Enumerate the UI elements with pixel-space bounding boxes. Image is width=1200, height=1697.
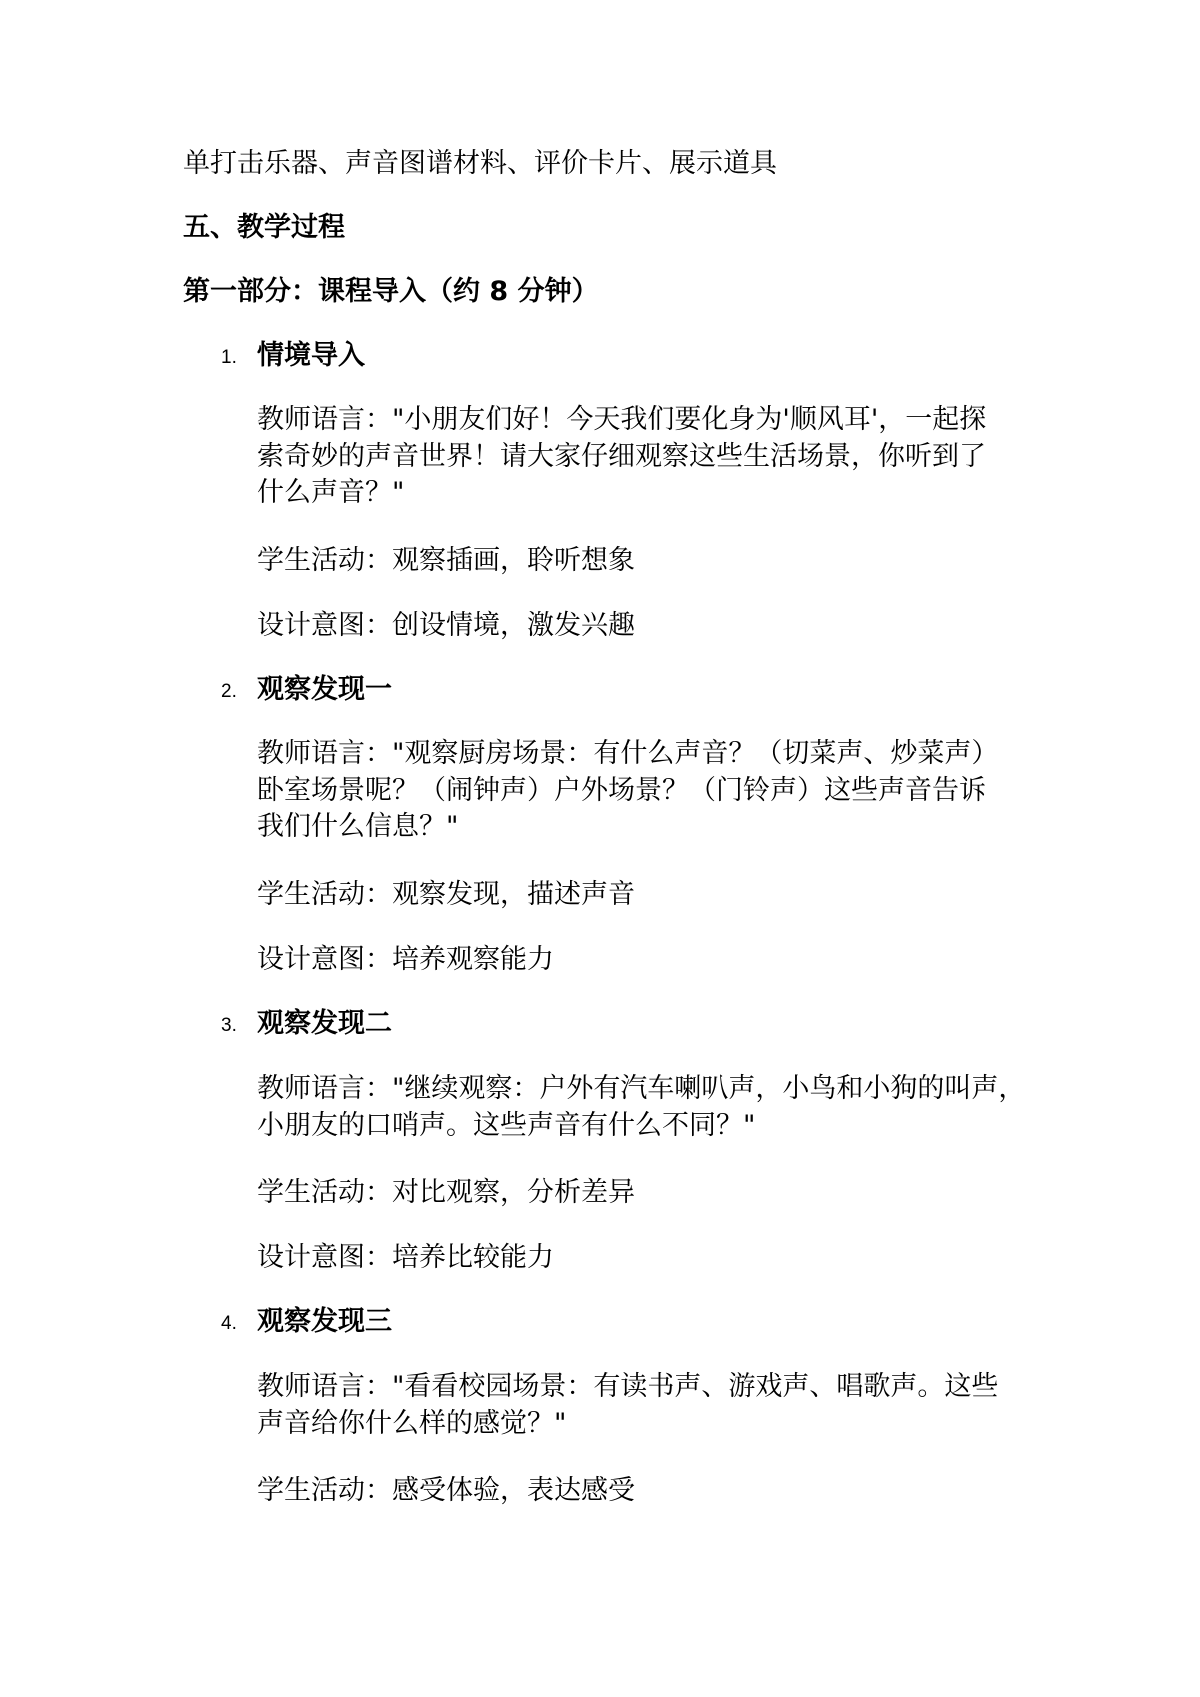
item-3-student-activity: 学生活动：对比观察，分析差异 <box>257 1177 635 1208</box>
teacher-speech-line: 什么声音？" <box>257 477 405 508</box>
teacher-speech-line: 我们什么信息？" <box>257 811 459 842</box>
item-1-title: 情境导入 <box>257 340 365 371</box>
item-4-title: 观察发现三 <box>257 1306 392 1337</box>
item-2-design-intent: 设计意图：培养观察能力 <box>257 944 554 975</box>
teacher-speech-line: 声音给你什么样的感觉？" <box>257 1407 567 1439</box>
item-4-number: 4. <box>221 1313 237 1334</box>
teacher-speech-line: 教师语言："看看校园场景：有读书声、游戏声、唱歌声。这些 <box>257 1371 999 1402</box>
teacher-speech-line: 教师语言："观察厨房场景：有什么声音？（切菜声、炒菜声） <box>257 738 999 769</box>
item-2-student-activity: 学生活动：观察发现，描述声音 <box>257 879 635 910</box>
item-1-design-intent: 设计意图：创设情境，激发兴趣 <box>257 610 635 641</box>
item-4-teacher-speech <box>257 1369 1037 1442</box>
teacher-speech-line: 卧室场景呢？（闹钟声）户外场景？（门铃声）这些声音告诉 <box>257 774 986 806</box>
teacher-speech-line: 教师语言："小朋友们好！今天我们要化身为'顺风耳'，一起探 <box>257 404 987 435</box>
item-2-title: 观察发现一 <box>257 674 392 705</box>
item-2-number: 2. <box>221 681 237 702</box>
teacher-speech-line: 索奇妙的声音世界！请大家仔细观察这些生活场景，你听到了 <box>257 440 986 472</box>
item-3-design-intent: 设计意图：培养比较能力 <box>257 1242 554 1273</box>
teacher-speech-line: 小朋友的口哨声。这些声音有什么不同？" <box>257 1109 756 1141</box>
item-1-teacher-speech <box>257 402 1037 512</box>
item-1-student-activity: 学生活动：观察插画，聆听想象 <box>257 545 635 576</box>
materials-line: 单打击乐器、声音图谱材料、评价卡片、展示道具 <box>183 148 777 179</box>
item-3-number: 3. <box>221 1015 237 1036</box>
part-title: 第一部分：课程导入（约 8 分钟） <box>183 276 599 307</box>
item-3-title: 观察发现二 <box>257 1008 392 1039</box>
item-4-student-activity: 学生活动：感受体验，表达感受 <box>257 1475 635 1506</box>
item-3-teacher-speech <box>257 1071 1037 1144</box>
item-2-teacher-speech <box>257 736 1037 846</box>
teacher-speech-line: 教师语言："继续观察：户外有汽车喇叭声，小鸟和小狗的叫声， <box>257 1073 1026 1104</box>
section-title: 五、教学过程 <box>183 212 345 243</box>
item-1-number: 1. <box>221 347 237 368</box>
